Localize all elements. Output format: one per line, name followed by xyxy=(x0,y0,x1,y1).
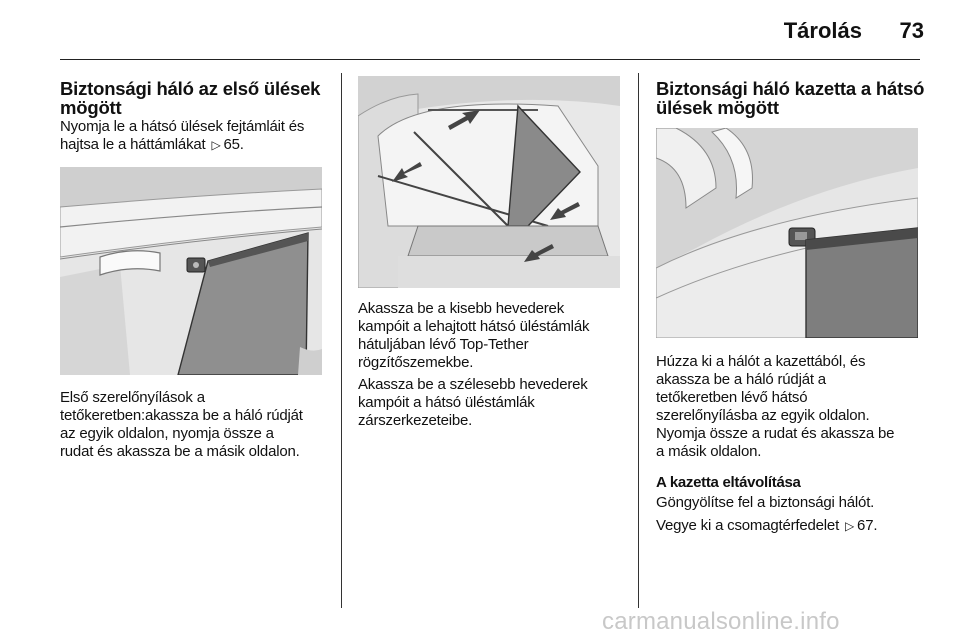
column-3-heading xyxy=(656,79,931,117)
figure-net-cassette xyxy=(656,128,918,338)
cassette-instructions-text: Húzza ki a hálót a kazettából, és akassza be a háló rúdját a tetőkeretben lévő hátsó szerelőnyílásba az egyik oldalon. Nyomja össze a rudat és akassza be a másik oldalon. xyxy=(656,353,895,460)
column-2-text xyxy=(358,300,633,430)
caption-text: Első szerelőnyílások a tetőkeretben:akassza be a háló rúdját az egyik oldalon, nyomja össze a rudat és akassza be a másik oldalon. xyxy=(60,389,303,460)
column-divider-1 xyxy=(341,73,342,608)
page-section-title: Tárolás xyxy=(783,18,862,43)
column-1-caption xyxy=(60,389,340,461)
strap-wide-text: Akassza be a szélesebb hevederek kampóit a hátsó üléstámlák zárszerkezeteibe. xyxy=(358,376,588,429)
section-heading-front-net: Biztonsági háló az első ülések mögött xyxy=(60,78,321,118)
section-heading-cassette: Biztonsági háló kazetta a hátsó ülések mögött xyxy=(656,78,925,118)
watermark: carmanualsonline.info xyxy=(602,608,840,635)
removal-step-1: Göngyölítse fel a biztonsági hálót. xyxy=(656,494,875,511)
triangle-ref-icon: ▷ xyxy=(845,519,855,533)
column-1 xyxy=(60,79,335,154)
removal-step-2: Vegye ki a csomagtérfedelet ▷ 67. xyxy=(656,517,878,534)
strap-small-text: Akassza be a kisebb hevederek kampóit a lehajtott hátsó üléstámlák hátuljában lévő Top-Tether rögzítőszemekbe. xyxy=(358,300,590,371)
page-number: 73 xyxy=(899,18,924,43)
intro-text: Nyomja le a hátsó ülések fejtámláit és hajtsa le a háttámlákat ▷ 65. xyxy=(60,118,305,153)
column-3-text xyxy=(656,353,931,535)
figure-roof-mounting-opening xyxy=(60,167,322,375)
triangle-ref-icon: ▷ xyxy=(211,138,221,152)
header-divider xyxy=(60,59,920,60)
column-divider-2 xyxy=(638,73,639,608)
figure-net-straps xyxy=(358,76,620,288)
cassette-removal-heading: A kazetta eltávolítása xyxy=(656,474,801,491)
